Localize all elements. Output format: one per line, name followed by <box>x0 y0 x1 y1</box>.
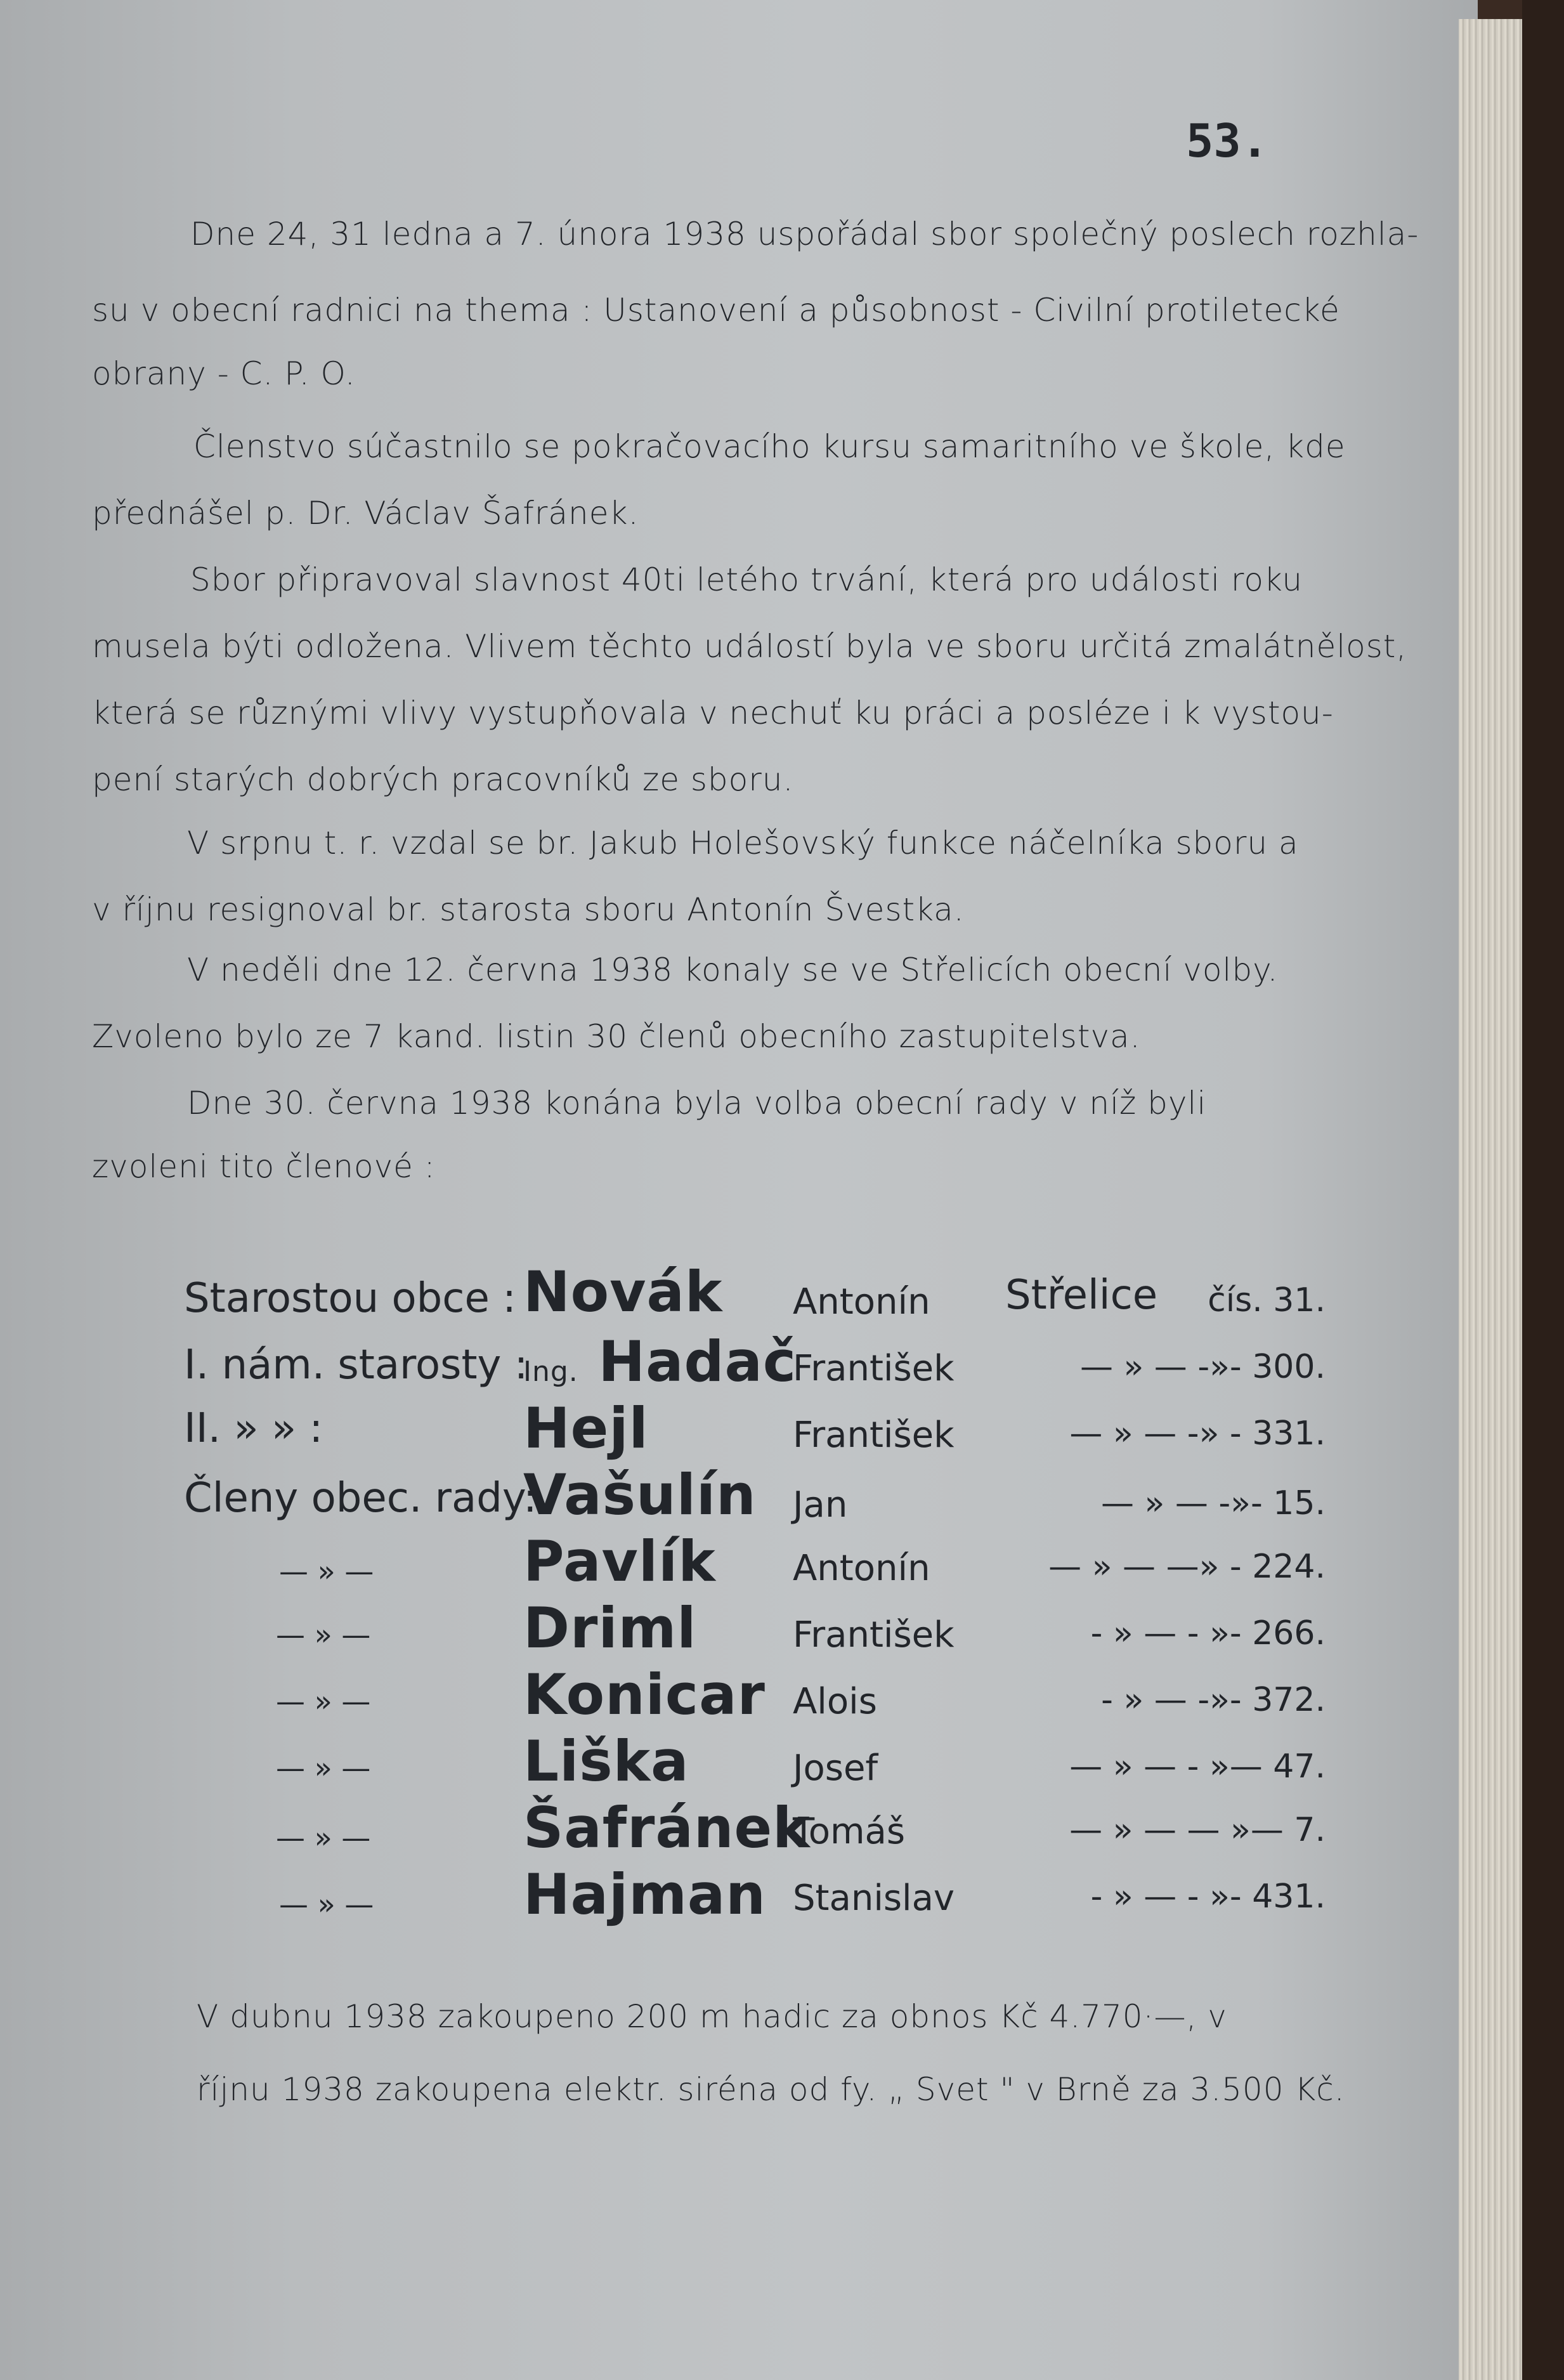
role-ditto: — » — <box>276 1618 371 1652</box>
surname-text: Hadač <box>598 1329 797 1394</box>
paragraph-line: V neděli dne 12. června 1938 konaly se ve Střelicích obecní volby. <box>187 951 1279 988</box>
surname-text: Novák <box>523 1259 723 1324</box>
house-number: — » — -»- 300. <box>1079 1348 1326 1386</box>
num-cell <box>1046 1878 1326 1922</box>
surname <box>523 1396 649 1461</box>
house-number: — » — -»- 15. <box>1101 1484 1326 1522</box>
first-name: Tomáš <box>793 1811 905 1852</box>
role-label: II. » » : <box>184 1405 323 1452</box>
surname <box>523 1729 689 1794</box>
closing-line: V dubnu 1938 zakoupeno 200 m hadic za obnos Kč 4.770·—, v <box>197 1998 1227 2035</box>
surname <box>523 1795 811 1860</box>
num-cell <box>1046 1484 1326 1529</box>
house-number: — » — — »— 7. <box>1069 1811 1326 1849</box>
book-cover-edge <box>1522 0 1564 2380</box>
role-ditto: — » — <box>279 1554 374 1588</box>
first-name: Josef <box>793 1748 878 1789</box>
surname-text: Pavlík <box>523 1529 716 1594</box>
role-label: Starostou obce : <box>184 1275 516 1322</box>
paragraph-line: přednášel p. Dr. Václav Šafránek. <box>92 495 639 532</box>
place-name: Střelice <box>1005 1272 1158 1319</box>
paragraph-line: Dne 24, 31 ledna a 7. února 1938 uspořádal sbor společný poslech rozhla- <box>190 216 1419 252</box>
paragraph-line: musela býti odložena. Vlivem těchto událostí byla ve sboru určitá zmalátnělost, <box>92 628 1407 665</box>
paragraph-line: obrany - C. P. O. <box>92 355 356 392</box>
first-name: František <box>793 1415 955 1456</box>
surname <box>523 1529 716 1594</box>
surname-text: Vašulín <box>523 1462 757 1527</box>
num-cell <box>1046 1348 1326 1392</box>
num-cell <box>1046 1748 1326 1792</box>
first-name: František <box>793 1348 955 1389</box>
paragraph-line: v říjnu resignoval br. starosta sboru Antonín Švestka. <box>92 891 965 928</box>
first-name: Antonín <box>793 1548 930 1589</box>
paragraph-line: su v obecní radnici na thema : Ustanovení a působnost - Civilní protiletecké <box>92 292 1340 329</box>
role-ditto: — » — <box>276 1751 371 1785</box>
num-cell <box>1046 1415 1326 1459</box>
role-ditto: — » — <box>276 1684 371 1718</box>
role-ditto: — » — <box>276 1821 371 1855</box>
paragraph-line: která se různými vlivy vystupňovala v nechuť ku práci a posléze i k vystou- <box>92 695 1334 731</box>
surname-text: Hajman <box>523 1862 766 1927</box>
house-number: — » — -» - 331. <box>1069 1415 1326 1453</box>
role-label: I. nám. starosty : <box>184 1342 528 1389</box>
num-cell <box>1046 1548 1326 1592</box>
surname-text: Hejl <box>523 1396 649 1461</box>
paragraph-line: Zvoleno bylo ze 7 kand. listin 30 členů obecního zastupitelstva. <box>92 1018 1141 1055</box>
paragraph-line: Členstvo súčastnilo se pokračovacího kursu samaritního ve škole, kde <box>193 428 1346 465</box>
role-label: Členy obec. rady: <box>184 1475 537 1522</box>
first-name: Stanislav <box>793 1878 955 1919</box>
surname <box>523 1662 766 1727</box>
house-number: — » — —» - 224. <box>1048 1548 1326 1586</box>
house-number: - » — - »- 266. <box>1090 1614 1326 1652</box>
surname <box>523 1329 797 1394</box>
house-number: - » — -»- 372. <box>1101 1681 1326 1719</box>
paragraph-line: Dne 30. června 1938 konána byla volba obecní rady v níž byli <box>187 1085 1207 1121</box>
num-cell <box>1046 1614 1326 1659</box>
num-cell <box>1046 1681 1326 1725</box>
closing-line: říjnu 1938 zakoupena elektr. siréna od fy. „ Svet " v Brně za 3.500 Kč. <box>197 2071 1345 2108</box>
role-ditto: — » — <box>279 1887 374 1921</box>
surname <box>523 1462 757 1527</box>
surname <box>523 1862 766 1927</box>
paragraph-line: Sbor připravoval slavnost 40ti letého trvání, která pro události roku <box>190 561 1303 598</box>
num-cell <box>1046 1811 1326 1855</box>
house-number: - » — - »- 431. <box>1090 1878 1326 1916</box>
surname <box>523 1259 722 1324</box>
first-name: Alois <box>793 1681 877 1722</box>
paragraph-line: V srpnu t. r. vzdal se br. Jakub Holešovský funkce náčelníka sboru a <box>187 825 1299 861</box>
first-name: František <box>793 1614 955 1656</box>
first-name: Jan <box>793 1484 848 1526</box>
first-name: Antonín <box>793 1281 930 1323</box>
num-cell <box>1046 1281 1326 1326</box>
surname-text: Driml <box>523 1595 697 1661</box>
paragraph-line: zvoleni tito členové : <box>92 1148 436 1185</box>
house-number: — » — - »— 47. <box>1069 1748 1326 1786</box>
surname-text: Liška <box>523 1729 689 1794</box>
house-number: čís. 31. <box>1208 1281 1326 1319</box>
name-prefix: Ing. <box>523 1356 578 1388</box>
surname-text: Šafránek <box>523 1795 811 1860</box>
page-number: 53. <box>1186 114 1269 167</box>
surname <box>523 1595 696 1661</box>
surname-text: Konicar <box>523 1662 766 1727</box>
paragraph-line: pení starých dobrých pracovníků ze sboru. <box>92 761 794 798</box>
